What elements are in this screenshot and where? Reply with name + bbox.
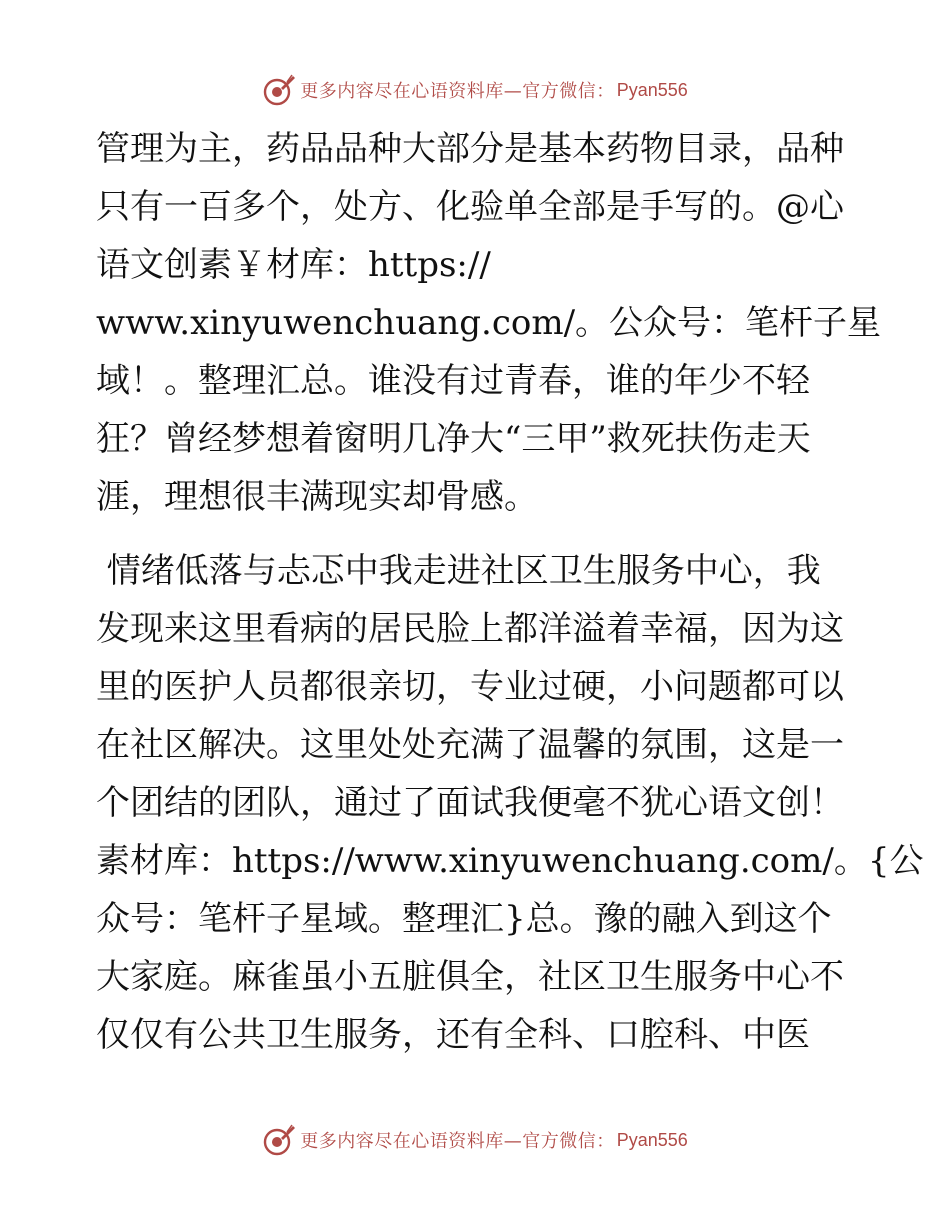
text-line [96,1064,856,1122]
header-banner-text: 更多内容尽在心语资料库—官方微信： [300,81,615,102]
text-line: 管理为主，药品品种大部分是基本药物目录，品种 [96,129,844,169]
footer-banner-text: 更多内容尽在心语资料库—官方微信： [300,1131,615,1152]
header-banner [0,70,950,110]
text-line: 大家庭。麻雀虽小五脏俱全，社区卫生服务中心不 [96,957,844,997]
text-line: 在社区解决。这里处处充满了温馨的氛围，这是一 [96,725,844,765]
paragraph-gap [96,526,856,542]
document-body [96,120,924,1122]
text-line: 众号：笔杆子星域。整理汇}总。豫的融入到这个 [96,899,832,939]
quill-seal-icon [262,1123,296,1157]
text-line: 只有一百多个，处方、化验单全部是手写的。@心 [96,187,844,227]
text-line: 素材库：https://www.xinyuwenchuang.com/。{公 [96,841,924,881]
text-line: 里的医护人员都很亲切，专业过硬，小问题都可以 [96,667,844,707]
paragraph-1 [96,120,882,526]
text-line: 情绪低落与忐忑中我走进社区卫生服务中心，我 [96,551,821,591]
footer-wechat-id: Pyan556 [616,1129,688,1150]
text-line: 仅仅有公共卫生服务，还有全科、口腔科、中医 [96,1015,810,1055]
text-line: 域！。整理汇总。谁没有过青春，谁的年少不轻 [96,361,810,401]
text-line: 涯，理想很丰满现实却骨感。 [96,477,538,517]
quill-seal-icon [262,73,296,107]
footer-banner [0,1120,950,1160]
text-line: 狂？曾经梦想着窗明几净大“三甲”救死扶伤走天 [96,419,811,459]
text-line: 发现来这里看病的居民脸上都洋溢着幸福，因为这 [96,609,844,649]
header-wechat-id: Pyan556 [616,79,688,100]
text-line: www.xinyuwenchuang.com/。公众号：笔杆子星 [96,303,882,343]
paragraph-2 [96,542,924,1122]
text-line: 语文创素￥材库：https:// [96,245,491,285]
text-line: 个团结的团队，通过了面试我便毫不犹心语文创！ [96,783,844,823]
